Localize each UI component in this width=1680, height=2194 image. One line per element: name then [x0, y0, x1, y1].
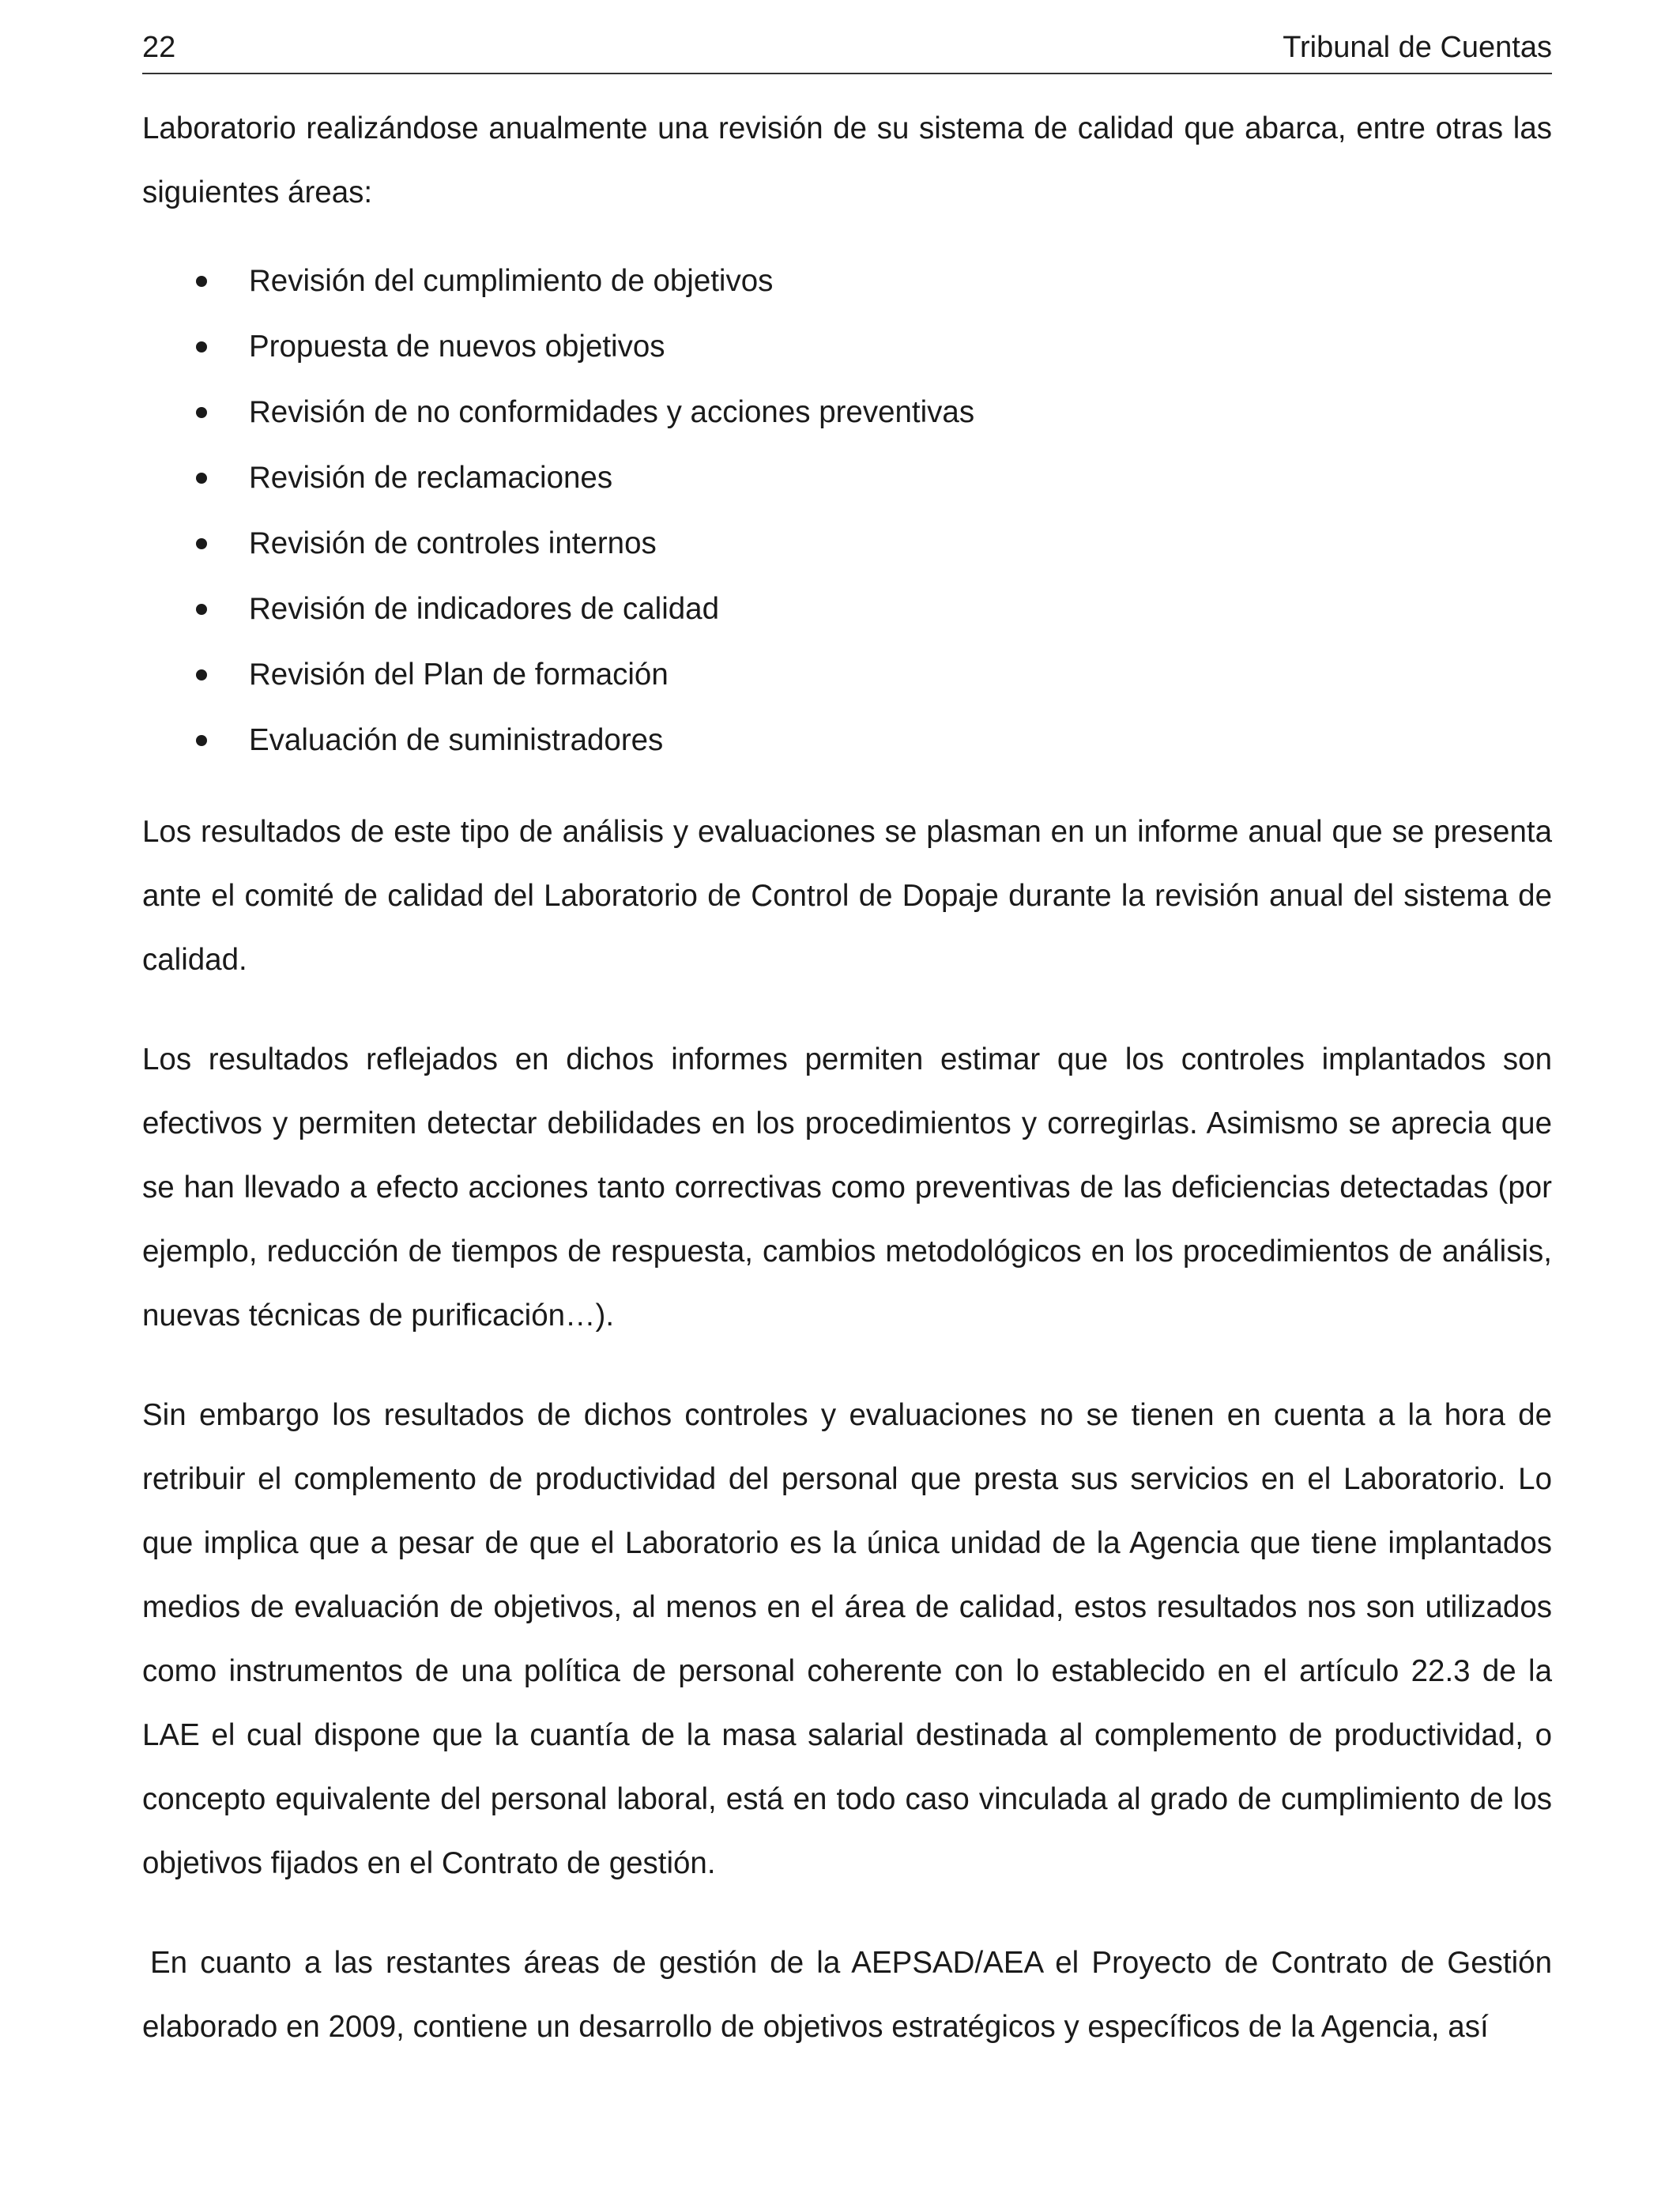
list-item: [142, 314, 1552, 379]
intro-paragraph: Laboratorio realizándose anualmente una revisión de su sistema de calidad que abarca, entre otras las siguientes áreas:: [142, 111, 1552, 209]
bullet-icon: [196, 473, 207, 484]
bullet-icon: [196, 735, 207, 746]
list-item-text: Revisión de controles internos: [249, 526, 657, 560]
bullet-icon: [196, 669, 207, 680]
bullet-icon: [196, 407, 207, 418]
list-item: [142, 248, 1552, 314]
list-item: [142, 445, 1552, 511]
list-item-text: Evaluación de suministradores: [249, 723, 664, 757]
bullet-icon: [196, 604, 207, 615]
list-item-text: Revisión del Plan de formación: [249, 658, 669, 692]
list-item: [142, 379, 1552, 445]
list-item: [142, 642, 1552, 707]
review-areas-list: [142, 248, 1552, 773]
list-item-text: Revisión de indicadores de calidad: [249, 592, 719, 626]
list-item: [142, 511, 1552, 576]
list-item-text: Revisión de reclamaciones: [249, 461, 613, 495]
bullet-icon: [196, 276, 207, 287]
list-item: [142, 576, 1552, 642]
bullet-icon: [196, 538, 207, 549]
list-item-text: Revisión del cumplimiento de objetivos: [249, 264, 774, 298]
page-number: 22: [142, 31, 176, 64]
page-body: [142, 96, 1552, 2059]
bullet-icon: [196, 341, 207, 352]
page-header: [142, 24, 1552, 74]
results-paragraph: Los resultados de este tipo de análisis y evaluaciones se plasman en un informe anual que se presenta ante el comité de calidad del Laboratorio de Control de Dopaje durante la revisión anual del sistema de calidad.: [142, 815, 1552, 977]
list-item-text: Revisión de no conformidades y acciones preventivas: [249, 395, 975, 429]
however-paragraph: Sin embargo los resultados de dichos controles y evaluaciones no se tienen en cuenta a la hora de retribuir el complemento de productividad del personal que presta sus servicios en el Laboratorio. Lo que implica que a pesar de que el Laboratorio es la única unidad de la Agencia que tiene implantados medios de evaluación de objetivos, al menos en el área de calidad, estos resultados nos son utilizados como instrumentos de una política de personal coherente con lo establecido en el artículo 22.3 de la LAE el cual dispone que la cuantía de la masa salarial destinada al complemento de productividad, o concepto equivalente del personal laboral, está en todo caso vinculada al grado de cumplimiento de los objetivos fijados en el Contrato de gestión.: [142, 1398, 1552, 1880]
list-item-text: Propuesta de nuevos objetivos: [249, 330, 665, 364]
reflected-results-paragraph: Los resultados reflejados en dichos informes permiten estimar que los controles implantados son efectivos y permiten detectar debilidades en los procedimientos y corregirlas. Asimismo se aprecia que se han llevado a efecto acciones tanto correctivas como preventivas de las deficiencias detectadas (por ejemplo, reducción de tiempos de respuesta, cambios metodológicos en los procedimientos de análisis, nuevas técnicas de purificación…).: [142, 1042, 1552, 1333]
list-item: [142, 707, 1552, 773]
remaining-areas-paragraph: En cuanto a las restantes áreas de gestión de la AEPSAD/AEA el Proyecto de Contrato de Gestión elaborado en 2009, contiene un desarrollo de objetivos estratégicos y específicos de la Agencia, así: [142, 1946, 1552, 2044]
publication-name: Tribunal de Cuentas: [1283, 31, 1552, 64]
